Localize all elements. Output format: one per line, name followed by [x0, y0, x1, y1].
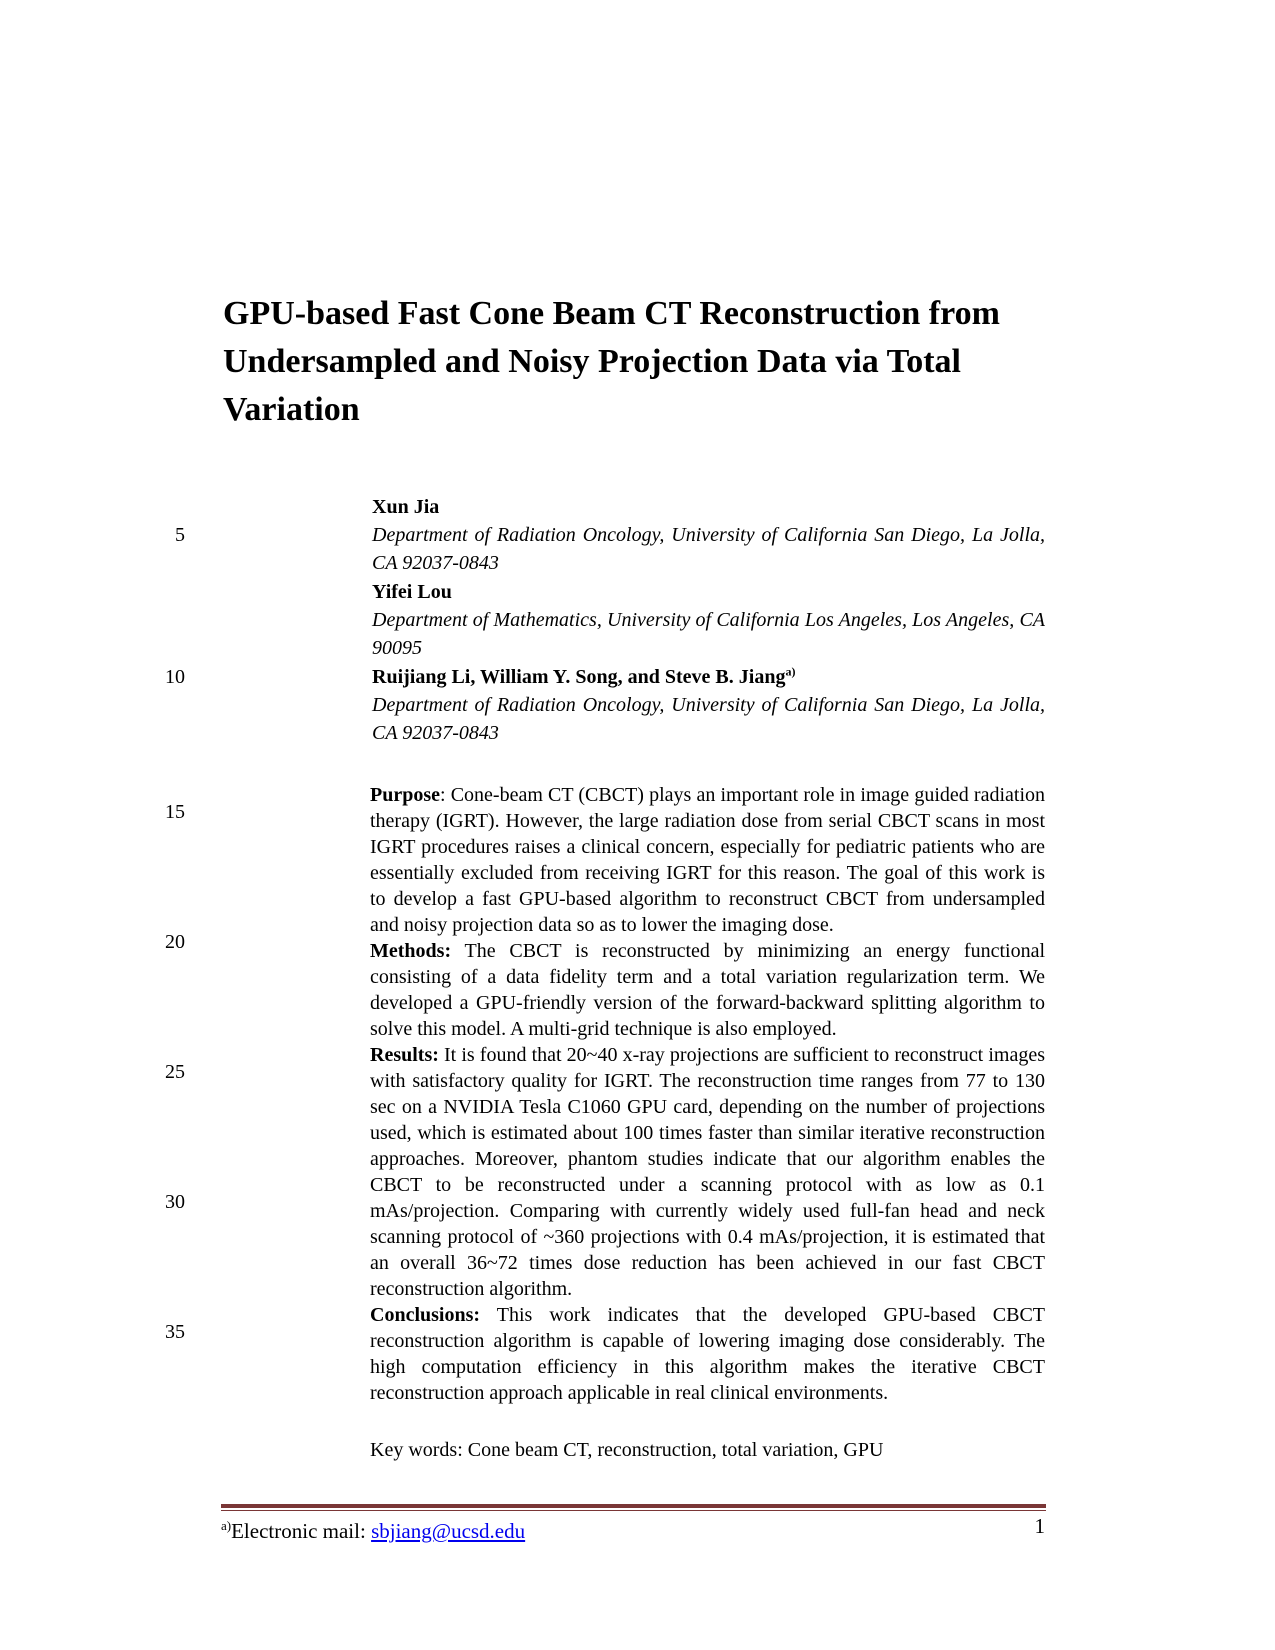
- abstract: [370, 782, 1045, 1406]
- abstract-conclusions: [370, 1302, 1045, 1406]
- conclusions-text: This work indicates that the developed GPU-based CBCT reconstruction algorithm is capable of lowering imaging dose considerably. The high computation efficiency in this algorithm makes the iterative CBCT reconstruction approach applicable in real clinical environments.: [370, 1304, 1045, 1404]
- methods-text: The CBCT is reconstructed by minimizing an energy functional consisting of a data fidelity term and a total variation regularization term. We developed a GPU-friendly version of the forward-backward splitting algorithm to solve this model. A multi-grid technique is also employed.: [370, 940, 1045, 1040]
- footnote-label: Electronic mail:: [231, 1519, 372, 1543]
- author-affiliation: Department of Radiation Oncology, University of California San Diego, La Jolla, CA 92037-0843: [372, 694, 1045, 744]
- author-name-line: [372, 663, 1045, 691]
- author-block-1: [372, 493, 1045, 577]
- author-block-2: [372, 578, 1045, 662]
- email-link[interactable]: sbjiang@ucsd.edu: [371, 1519, 526, 1543]
- results-label: Results:: [370, 1044, 439, 1066]
- methods-label: Methods:: [370, 940, 452, 962]
- line-number: 15: [165, 801, 185, 823]
- results-text: It is found that 20~40 x-ray projections are sufficient to reconstruct images with satisfactory quality for IGRT. The reconstruction time ranges from 77 to 130 sec on a NVIDIA Tesla C1060 GPU card, depending on the number of projections used, which is estimated about 100 times faster than similar iterative reconstruction approaches. Moreover, phantom studies indicate that our algorithm enables the CBCT to be reconstructed under a scanning protocol with as low as 0.1 mAs/projection. Comparing with currently widely used full-fan head and neck scanning protocol of ~360 projections with 0.4 mAs/projection, it is estimated that an overall 36~72 times dose reduction has been achieved in our fast CBCT reconstruction algorithm.: [370, 1044, 1045, 1300]
- line-number: 20: [165, 931, 185, 953]
- conclusions-label: Conclusions:: [370, 1304, 481, 1326]
- abstract-purpose: [370, 782, 1045, 938]
- purpose-label: Purpose: [370, 784, 440, 806]
- line-number: 35: [165, 1321, 185, 1343]
- author-block-3: [372, 663, 1045, 747]
- footnote-marker: a): [221, 1518, 232, 1533]
- footnote-divider: [221, 1504, 1046, 1508]
- footnote: [221, 1512, 525, 1545]
- line-number: 30: [165, 1191, 185, 1213]
- footnote-divider-thin: [221, 1510, 1046, 1511]
- author-affiliation: Department of Radiation Oncology, University of California San Diego, La Jolla, CA 92037-0843: [372, 524, 1045, 574]
- corresponding-author-marker: a): [785, 664, 796, 679]
- abstract-methods: [370, 938, 1045, 1042]
- line-number: 5: [175, 524, 185, 546]
- author-name: Yifei Lou: [372, 581, 452, 603]
- author-affiliation: Department of Mathematics, University of California Los Angeles, Los Angeles, CA 90095: [372, 609, 1045, 659]
- purpose-text: : Cone-beam CT (CBCT) plays an important role in image guided radiation therapy (IGRT). However, the large radiation dose from serial CBCT scans in most IGRT procedures raises a clinical concern, especially for pediatric patients who are essentially excluded from receiving IGRT for this reason. The goal of this work is to develop a fast GPU-based algorithm to reconstruct CBCT from undersampled and noisy projection data so as to lower the imaging dose.: [370, 784, 1045, 936]
- line-number: 25: [165, 1061, 185, 1083]
- line-number: 10: [165, 666, 185, 688]
- abstract-results: [370, 1042, 1045, 1302]
- keywords: Key words: Cone beam CT, reconstruction, total variation, GPU: [370, 1439, 884, 1461]
- paper-title: GPU-based Fast Cone Beam CT Reconstruction from Undersampled and Noisy Projection Data via Total Variation: [223, 295, 1000, 428]
- page-number: 1: [1034, 1514, 1045, 1538]
- author-name: Ruijiang Li, William Y. Song, and Steve B. Jiang: [372, 666, 786, 688]
- author-name: Xun Jia: [372, 496, 440, 518]
